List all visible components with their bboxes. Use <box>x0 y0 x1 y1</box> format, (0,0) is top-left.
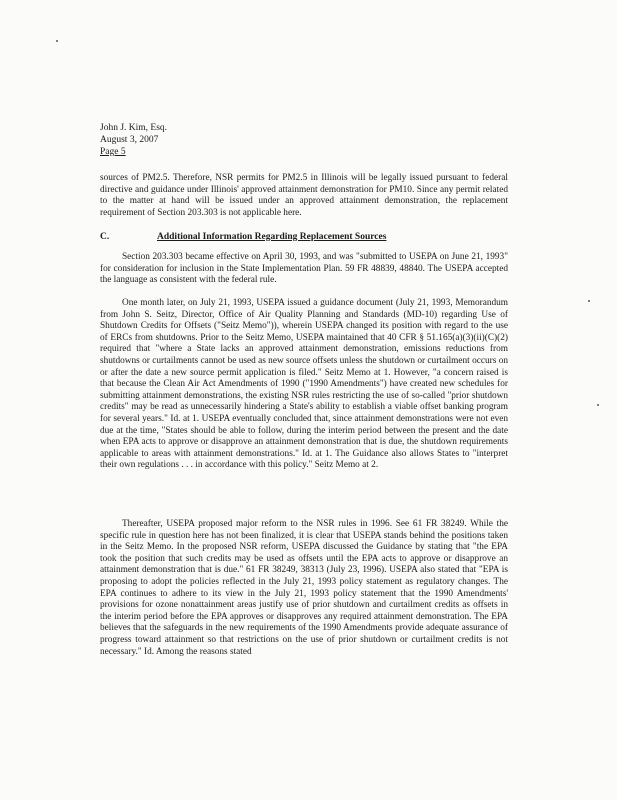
paragraph-1: sources of PM2.5. Therefore, NSR permits for PM2.5 in Illinois will be legally issued pursuant to federal directive and guidance under Illinois' approved attainment demonstration for PM10. Since any permit related to the matter at hand will be issued under an approved attainment demonstration, the replacement requirement of Section 203.303 is not applicable here. <box>100 173 508 218</box>
section-title: Additional Information Regarding Replacement Sources <box>157 232 387 242</box>
letter-header <box>100 122 167 158</box>
scan-speck <box>56 40 58 42</box>
section-letter: C. <box>100 232 110 242</box>
recipient-name: John J. Kim, Esq. <box>100 123 168 133</box>
paragraph-2: Section 203.303 became effective on April 30, 1993, and was "submitted to USEPA on June 21, 1993" for consideration for inclusion in the State Implementation Plan. 59 FR 48839, 48840. The USEPA accepted the language as consistent with the federal rule. <box>100 252 508 286</box>
scan-speck <box>597 404 599 406</box>
letter-date: August 3, 2007 <box>100 135 159 145</box>
page-number: Page 5 <box>100 147 126 157</box>
paragraph-3: One month later, on July 21, 1993, USEPA issued a guidance document (July 21, 1993, Memorandum from John S. Seitz, Director, Office of Air Quality Planning and Standards (MD-10) regarding Use of Shutdown Credits for Offsets ("Seitz Memo")), wherein USEPA changed its position with regard to the use of ERCs from shutdowns. Prior to the Seitz Memo, USEPA maintained that 40 CFR § 51.165(a)(3)(ii)(C)(2) required that "where a State lacks an approved attainment demonstration, emissions reductions from shutdowns or curtailments cannot be used as new source offsets unless the shutdown or curtailment occurs on or after the date a new source permit application is filed." Seitz Memo at 1. However, "a concern raised is that because the Clean Air Act Amendments of 1990 ("1990 Amendments") have created new schedules for submitting attainment demonstrations, the existing NSR rules restricting the use of so-called "prior shutdown credits" may be read as unnecessarily hindering a State's ability to establish a viable offset banking program for several years." Id. at 1. USEPA eventually concluded that, since attainment demonstrations were not even due at the time, "States should be able to follow, during the interim period between the present and the date when EPA acts to approve or disapprove an attainment demonstration that is due, the shutdown requirements applicable to areas with attainment demonstrations." Id. at 1. The Guidance also allows States to "interpret their own regulations . . . in accordance with this policy." Seitz Memo at 2. <box>100 298 508 471</box>
scan-speck <box>588 300 590 302</box>
paragraph-4: Thereafter, USEPA proposed major reform to the NSR rules in 1996. See 61 FR 38249. While the specific rule in question here has not been finalized, it is clear that USEPA stands behind the positions taken in the Seitz Memo. In the proposed NSR reform, USEPA discussed the Guidance by stating that "the EPA took the position that such credits may be used as offsets until the EPA acts to approve or disapprove an attainment demonstration that is due." 61 FR 38249, 38313 (July 23, 1996). USEPA also stated that "EPA is proposing to adopt the policies reflected in the July 21, 1993 policy statement as regulatory changes. The EPA continues to adhere to its view in the July 21, 1993 policy statement that the 1990 Amendments' provisions for ozone nonattainment areas justify use of prior shutdown and curtailment credits as offsets in the interim period before the EPA approves or disapproves any required attainment demonstration. The EPA believes that the safeguards in the new requirements of the 1990 Amendments provide adequate assurance of progress toward attainment so that restrictions on the use of prior shutdown or curtailment credits is not necessary." Id. Among the reasons stated <box>100 519 508 657</box>
section-heading <box>100 232 386 242</box>
